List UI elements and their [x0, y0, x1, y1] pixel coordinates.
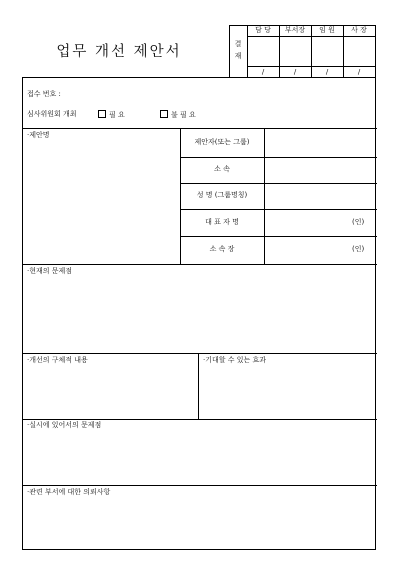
approval-date-3: / — [325, 68, 329, 76]
expected-effect-label: ·기대할 수 있는 효과 — [203, 356, 266, 364]
proposal-name-label: ·제안명 — [27, 131, 50, 139]
approval-date-4: / — [357, 68, 361, 76]
related-dept-label: ·관련 부서에 대한 의뢰사항 — [27, 488, 111, 496]
committee-label: 심사위원회 개최 — [27, 110, 77, 118]
improvement-label: ·개선의 구체적 내용 — [27, 356, 88, 364]
implementation-problem-label: ·실시에 있어서의 문제점 — [27, 421, 102, 429]
approval-side-label-bottom: 재 — [234, 52, 242, 60]
approval-date-1: / — [261, 68, 265, 76]
field-label-name: 성 명 (그룹명칭) — [196, 191, 248, 199]
field-label-department-head: 소 속 장 — [209, 245, 235, 253]
approval-col-executive: 임 원 — [319, 26, 335, 34]
approval-date-2: / — [293, 68, 297, 76]
department-head-seal-mark: (인) — [352, 245, 365, 253]
approval-col-president: 사 장 — [351, 26, 367, 34]
approval-side-label-top: 결 — [234, 40, 242, 48]
checkbox-not-required[interactable] — [160, 110, 168, 118]
document-title: 업무 개선 제안서 — [56, 44, 182, 60]
option-required[interactable]: 필 요 — [98, 110, 125, 120]
option-not-required[interactable]: 불 필 요 — [160, 110, 196, 120]
field-label-department: 소 속 — [214, 165, 230, 173]
current-problem-label: ·현재의 문제점 — [27, 267, 73, 275]
representative-seal-mark: (인) — [352, 218, 365, 226]
receipt-number-label: 접수 번호 : — [27, 90, 61, 98]
approval-col-dept-head: 부서장 — [284, 26, 306, 34]
approval-col-manager: 담 당 — [255, 26, 271, 34]
proposal-form — [22, 77, 376, 550]
field-label-representative: 대 표 자 명 — [205, 218, 239, 226]
checkbox-required[interactable] — [98, 110, 106, 118]
approval-box — [229, 25, 376, 78]
field-label-proposer: 제안자(또는 그룹) — [194, 138, 250, 146]
